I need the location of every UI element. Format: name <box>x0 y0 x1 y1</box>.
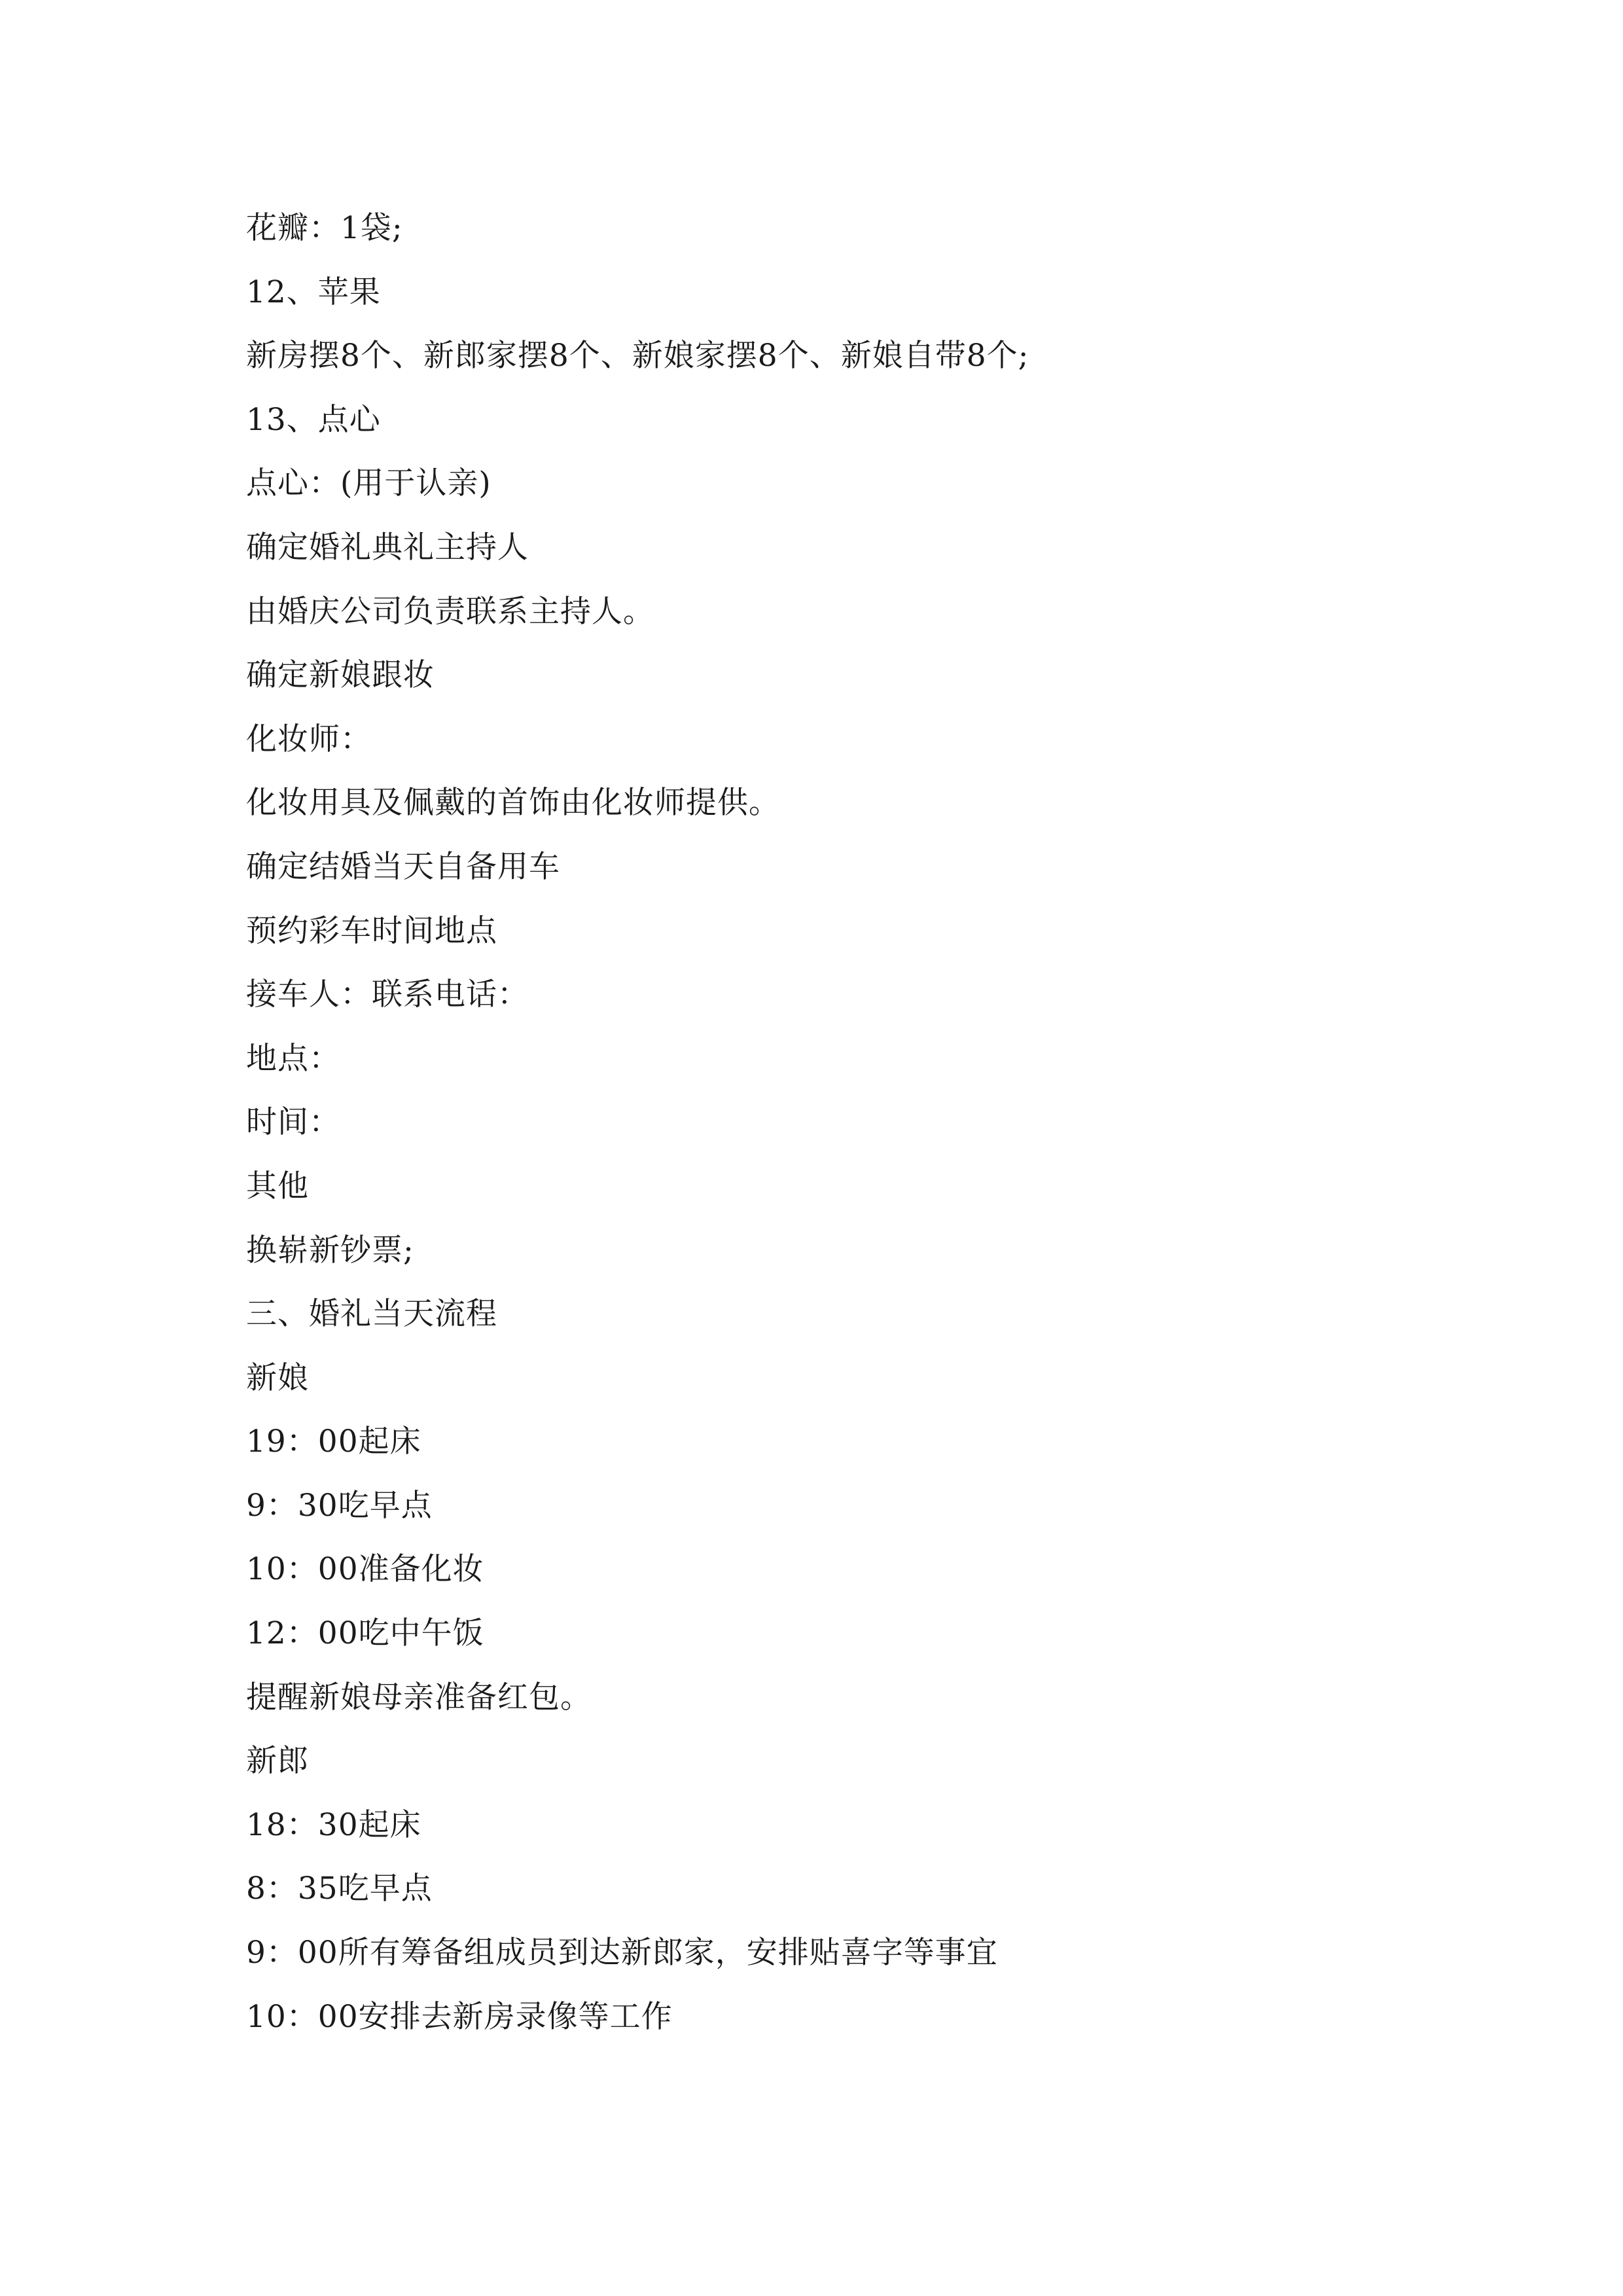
schedule-item: 10：00安排去新房录像等工作 <box>246 1998 673 2035</box>
text-line-host: 由婚庆公司负责联系主持人。 <box>246 593 654 630</box>
text-line-petals: 花瓣：1袋; <box>246 210 403 246</box>
schedule-item: 9：30吃早点 <box>246 1487 433 1524</box>
schedule-item: 10：00准备化妆 <box>246 1551 484 1588</box>
heading-host: 确定婚礼典礼主持人 <box>246 529 529 565</box>
text-line-makeup-artist: 化妆师： <box>246 721 372 757</box>
schedule-item: 18：30起床 <box>246 1806 421 1843</box>
heading-cars: 确定结婚当天自备用车 <box>246 848 560 885</box>
text-line-new-bills: 换崭新钞票; <box>246 1232 414 1268</box>
text-line-makeup-tools: 化妆用具及佩戴的首饰由化妆师提供。 <box>246 785 780 821</box>
heading-apples: 12、苹果 <box>246 274 381 310</box>
heading-pastries: 13、点心 <box>246 401 381 438</box>
heading-groom: 新郎 <box>246 1743 309 1780</box>
section-heading-wedding-day: 三、婚礼当天流程 <box>246 1296 497 1333</box>
schedule-item: 19：00起床 <box>246 1424 421 1460</box>
text-line-apple-placement: 新房摆8个、新郎家摆8个、新娘家摆8个、新娘自带8个; <box>246 338 1029 374</box>
heading-makeup: 确定新娘跟妆 <box>246 657 435 694</box>
schedule-item: 9：00所有筹备组成员到达新郎家，安排贴喜字等事宜 <box>246 1935 998 1971</box>
text-line-location: 地点： <box>246 1040 340 1077</box>
schedule-item: 12：00吃中午饭 <box>246 1615 484 1652</box>
text-line-car-contact: 接车人：联系电话： <box>246 977 529 1013</box>
text-line-pastries: 点心：(用于认亲) <box>246 465 491 502</box>
schedule-item: 8：35吃早点 <box>246 1871 433 1907</box>
heading-other: 其他 <box>246 1168 309 1204</box>
document-body <box>246 196 1424 2049</box>
text-line-car-booking: 预约彩车时间地点 <box>246 912 497 949</box>
heading-bride: 新娘 <box>246 1359 309 1396</box>
text-line-time: 时间： <box>246 1104 340 1141</box>
text-line-red-envelope: 提醒新娘母亲准备红包。 <box>246 1679 592 1715</box>
